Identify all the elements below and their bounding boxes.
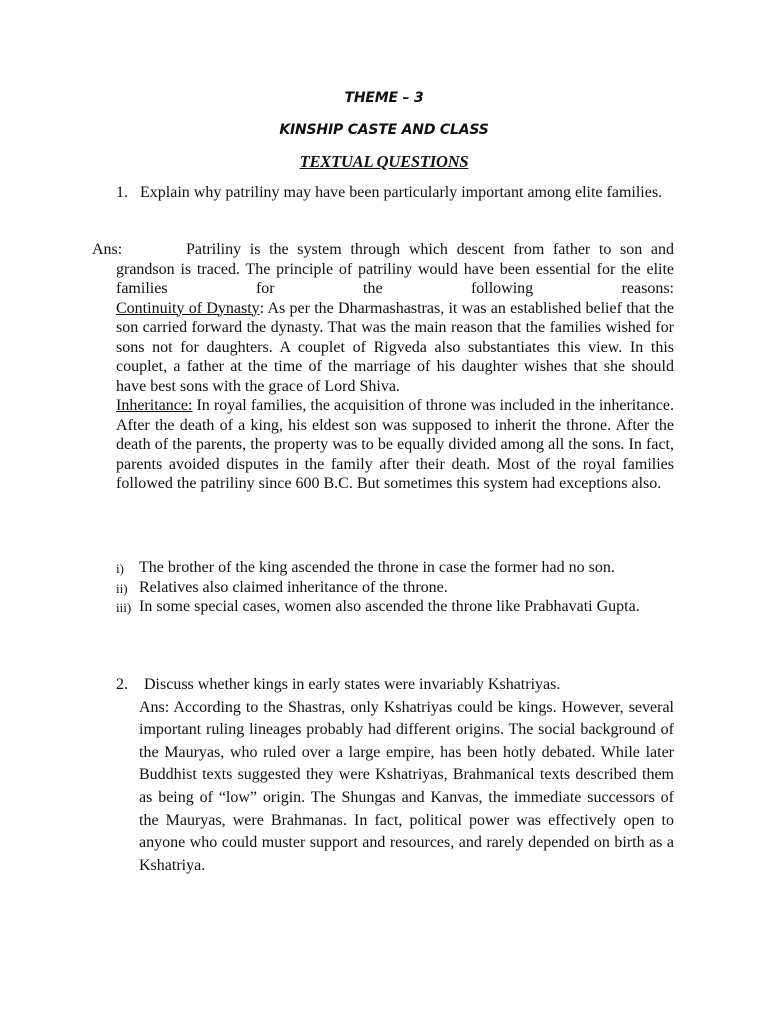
question-1 xyxy=(116,182,676,204)
theme-heading: THEME – 3 xyxy=(344,90,424,106)
question-number: 1. xyxy=(116,184,128,201)
list-item xyxy=(116,578,674,598)
list-item xyxy=(116,558,674,578)
exceptions-list xyxy=(116,558,674,617)
answer-intro-text: Patriliny is the system through which descent from father to son and grandson is traced. The principle of patriliny would have been essential for the elite families for the following reasons: xyxy=(116,241,674,297)
answer-label: Ans: xyxy=(92,241,123,258)
list-marker: iii) xyxy=(116,600,132,615)
list-item-text: Relatives also claimed inheritance of the throne. xyxy=(139,578,448,596)
list-item-text: The brother of the king ascended the throne in case the former had no son. xyxy=(139,559,615,576)
inheritance-title: Inheritance: xyxy=(116,397,193,414)
list-marker: i) xyxy=(116,561,124,576)
list-item xyxy=(116,597,674,617)
answer-intro xyxy=(116,240,674,299)
answer-2: Ans: According to the Shastras, only Kshatriyas could be kings. However, several important ruling lineages probably had different origins. The social background of the Mauryas, who ruled over a large empire, has been hotly debated. While later Buddhist texts suggested they were Kshatriyas, Brahmanical texts described them as being of “low” origin. The Shungas and Kanvas, the immediate successors of the Mauryas, were Brahmanas. In fact, political power was effectively open to anyone who could muster support and resources, and rarely depended on birth as a Kshatriya. xyxy=(139,698,674,874)
list-marker: ii) xyxy=(116,580,128,596)
chapter-title: KINSHIP CASTE AND CLASS xyxy=(279,122,489,138)
inheritance-paragraph xyxy=(116,396,674,494)
question-number: 2. xyxy=(116,676,128,693)
question-text: Explain why patriliny may have been particularly important among elite families. xyxy=(140,184,663,201)
inheritance-text: In royal families, the acquisition of throne was included in the inheritance. After the death of a king, his eldest son was supposed to inherit the throne. After the death of the parents, the property was to be equally divided among all the sons. In fact, parents avoided disputes in the family after their death. Most of the royal families followed the patriliny since 600 B.C. But sometimes this system had exceptions also. xyxy=(116,397,674,492)
dynasty-paragraph xyxy=(116,299,674,397)
question-2 xyxy=(116,674,674,877)
section-heading: TEXTUAL QUESTIONS xyxy=(299,152,469,171)
dynasty-text: : As per the Dharmashastras, it was an established belief that the son carried forward the dynasty. That was the main reason that the families wished for sons not for daughters. A couplet of Rigveda also substantiates this view. In this couplet, a father at the time of the marriage of his daughter wishes that she should have best sons with the grace of Lord Shiva. xyxy=(116,299,674,395)
dynasty-title: Continuity of Dynasty xyxy=(116,299,260,317)
question-text: Discuss whether kings in early states were invariably Kshatriyas. xyxy=(144,676,561,693)
answer-1 xyxy=(92,240,674,494)
list-item-text: In some special cases, women also ascended the throne like Prabhavati Gupta. xyxy=(139,598,640,615)
